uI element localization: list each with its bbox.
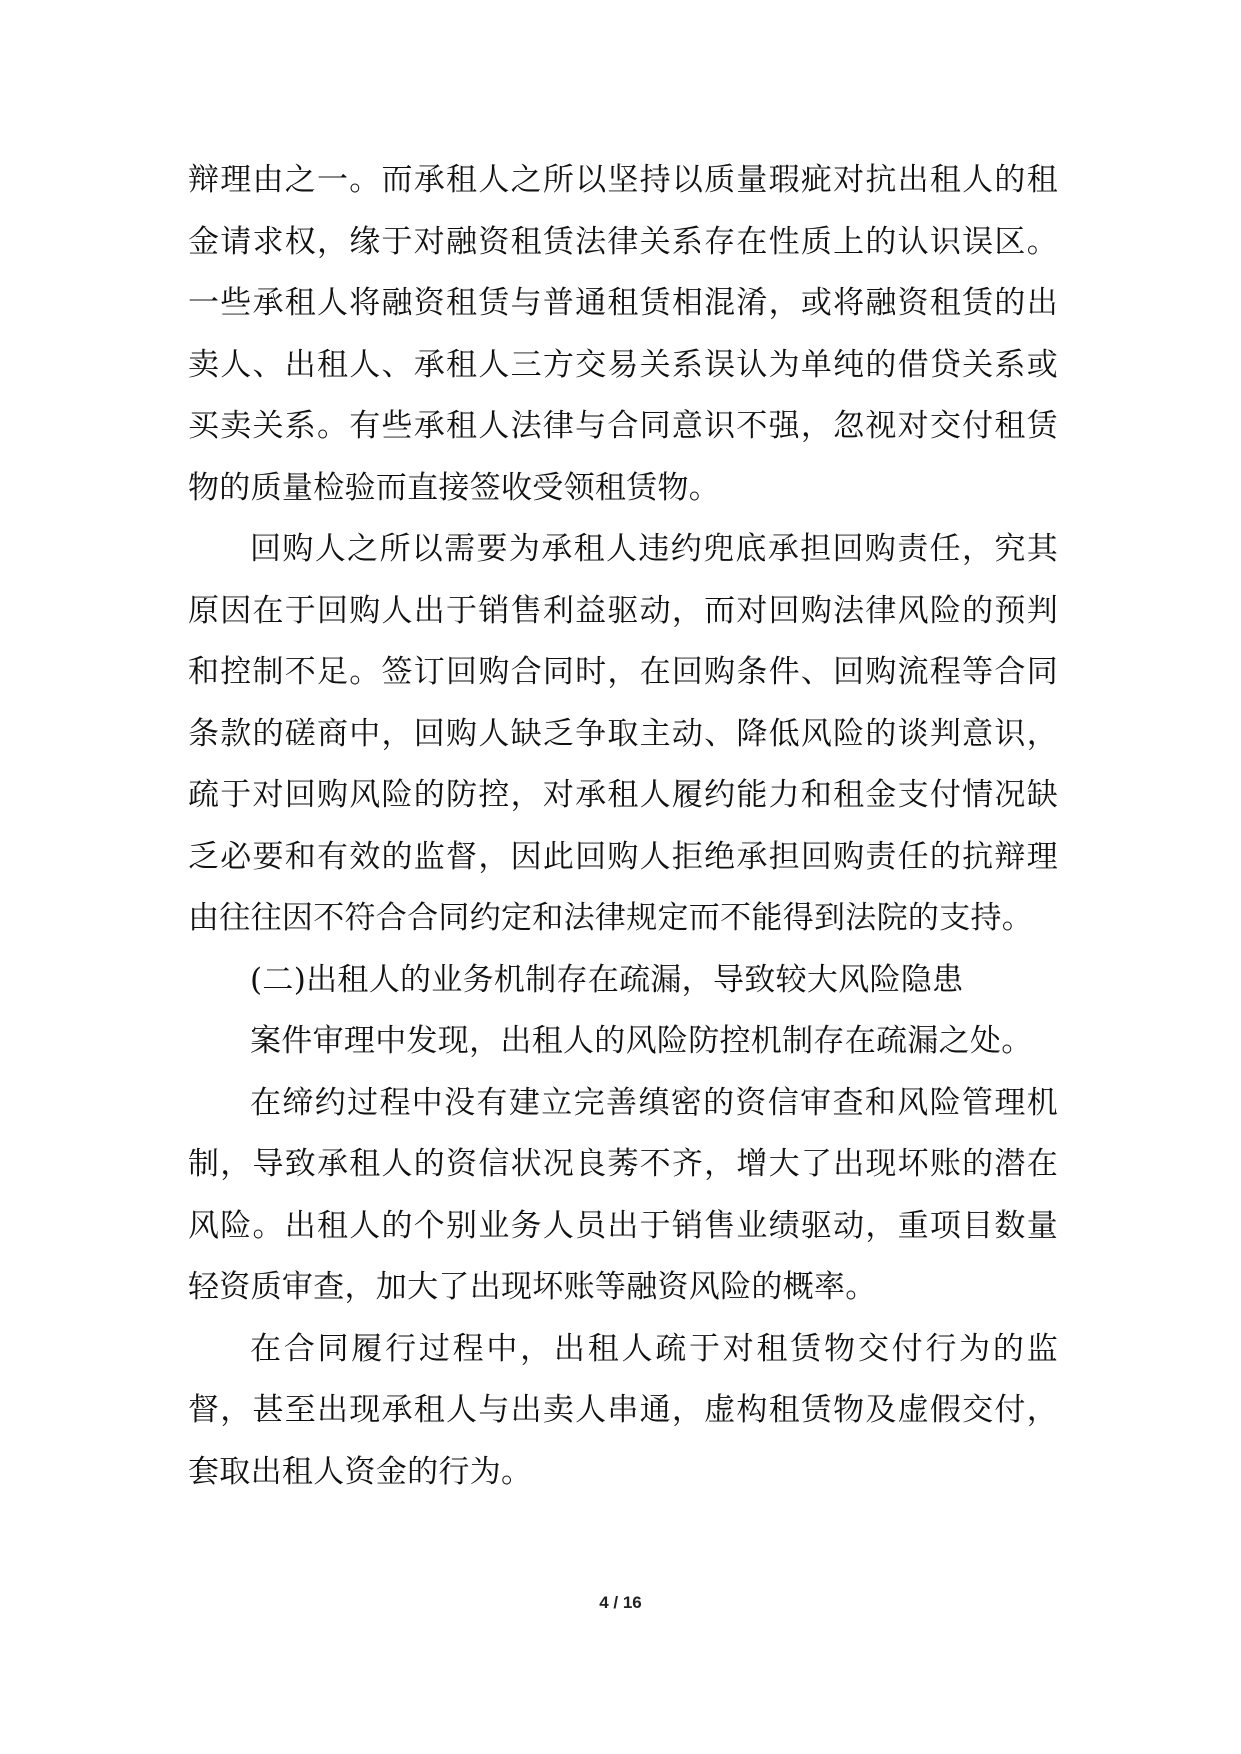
section-heading: (二)出租人的业务机制存在疏漏，导致较大风险隐患 <box>250 961 964 998</box>
paragraph: 辩理由之一。而承租人之所以坚持以质量瑕疵对抗出租人的租金请求权，缘于对融资租赁法律关系存在性质上的认识误区。一些承租人将融资租赁与普通租赁相混淆，或将融资租赁的出卖人、出租人、承租人三方交易关系误认为单纯的借贷关系或买卖关系。有些承租人法律与合同意识不强，忽视对交付租赁物的质量检验而直接签收受领租赁物。 <box>188 162 1058 506</box>
paragraph: 案件审理中发现，出租人的风险防控机制存在疏漏之处。 <box>250 1023 1033 1059</box>
page-number: 4 / 16 <box>599 1593 642 1612</box>
document-body <box>188 150 1058 1503</box>
paragraph: 回购人之所以需要为承租人违约兜底承担回购责任，究其原因在于回购人出于销售利益驱动，而对回购法律风险的预判和控制不足。签订回购合同时，在回购条件、回购流程等合同条款的磋商中，回购人缺乏争取主动、降低风险的谈判意识，疏于对回购风险的防控，对承租人履约能力和租金支付情况缺乏必要和有效的监督，因此回购人拒绝承担回购责任的抗辩理由往往因不符合合同约定和法律规定而不能得到法院的支持。 <box>188 531 1058 936</box>
paragraph: 在合同履行过程中，出租人疏于对租赁物交付行为的监督，甚至出现承租人与出卖人串通，虚构租赁物及虚假交付，套取出租人资金的行为。 <box>188 1330 1058 1490</box>
paragraph: 在缔约过程中没有建立完善缜密的资信审查和风险管理机制，导致承租人的资信状况良莠不齐，增大了出现坏账的潜在风险。出租人的个别业务人员出于销售业绩驱动，重项目数量轻资质审查，加大了出现坏账等融资风险的概率。 <box>188 1084 1058 1305</box>
